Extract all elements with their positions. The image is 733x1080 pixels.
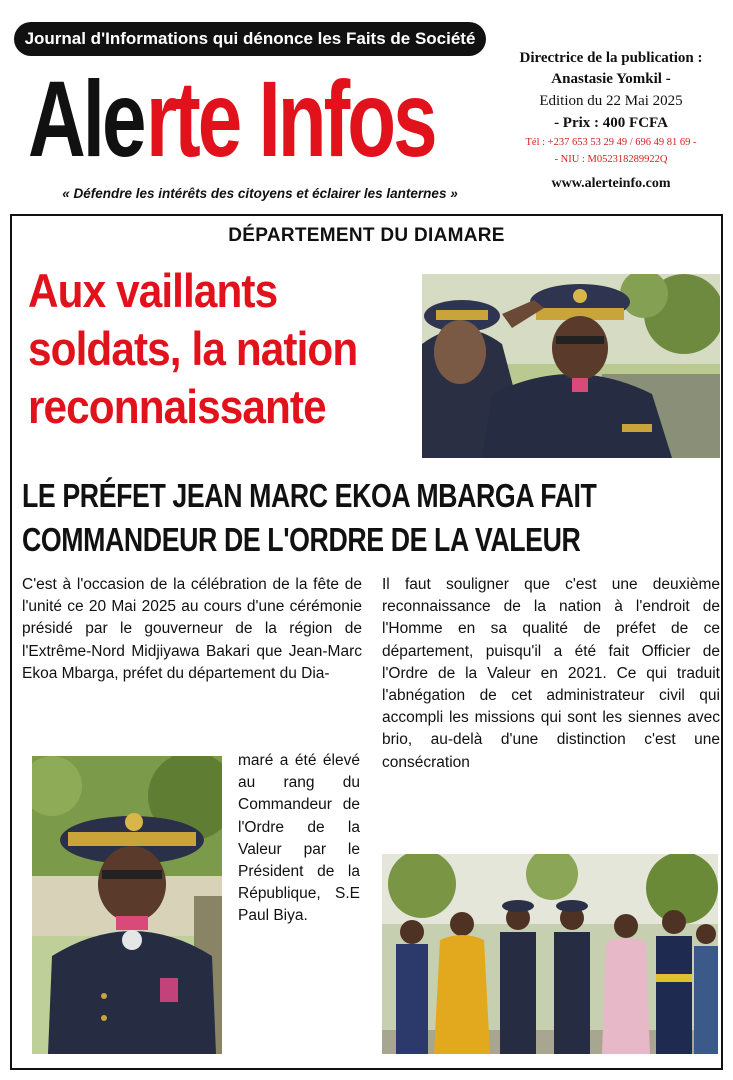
photo-prefect-portrait — [32, 756, 222, 1054]
headline-line: Aux vaillants — [28, 264, 278, 317]
director-name: Anastasie Yomkil - — [551, 71, 671, 87]
photo-salute-ceremony — [422, 274, 720, 458]
section-title: DÉPARTEMENT DU DIAMARE — [228, 225, 505, 246]
article-paragraph-left-continued: maré a été élevé au rang du Commandeur de l'Ordre de la Valeur par le Président de la République, S.E Paul Biya. — [238, 752, 360, 925]
masthead-slogan: « Défendre les intérêts des citoyens et éclairer les lanternes » — [62, 186, 458, 201]
director-label: Directrice de la publication : — [519, 50, 703, 66]
photo-group-officials — [382, 854, 718, 1054]
masthead-tagline: Journal d'Informations qui dénonce les Faits de Société — [14, 22, 486, 56]
logo-red-text: rte Infos — [146, 58, 435, 179]
headline-line: reconnaissante — [28, 380, 326, 433]
logo-black-text: Ale — [28, 58, 144, 179]
price: - Prix : 400 FCFA — [554, 115, 668, 131]
edition-date: Edition du 22 Mai 2025 — [539, 93, 683, 109]
article-paragraph-right: Il faut souligner que c'est une deuxième reconnaissance de la nation à l'endroit de l'Homme en sa qualité de préfet de ce département, puisqu'il a été fait Officier de l'Ordre de la Valeur en 2021. Ce qui traduit l'abnégation de cet administrateur civil qui accompli les missions qui sont les siennes avec brio, au-delà d'une distinction c'est une consécration — [382, 576, 720, 771]
website-link[interactable]: www.alerteinfo.com — [551, 176, 671, 191]
headline-line: soldats, la nation — [28, 322, 358, 375]
headline — [28, 262, 428, 436]
subheadline-line: COMMANDEUR DE L'ORDRE DE LA VALEUR — [22, 521, 581, 558]
newspaper-logo — [28, 56, 498, 186]
phone-numbers: Tél : +237 653 53 29 49 / 696 49 81 69 - — [525, 137, 697, 148]
subheadline-line: LE PRÉFET JEAN MARC EKOA MBARGA FAIT — [22, 477, 597, 514]
article-paragraph-left: C'est à l'occasion de la célébration de la fête de l'unité ce 20 Mai 2025 au cours d'une cérémonie présidé par le gouverneur de la région de l'Extrême-Nord Midjiyawa Bakari que Jean-Marc Ekoa Mbarga, préfet du département du Dia- — [22, 576, 362, 682]
subheadline — [22, 474, 722, 562]
niu-number: - NIU : M052318289922Q — [554, 154, 668, 165]
publication-info — [496, 48, 726, 196]
